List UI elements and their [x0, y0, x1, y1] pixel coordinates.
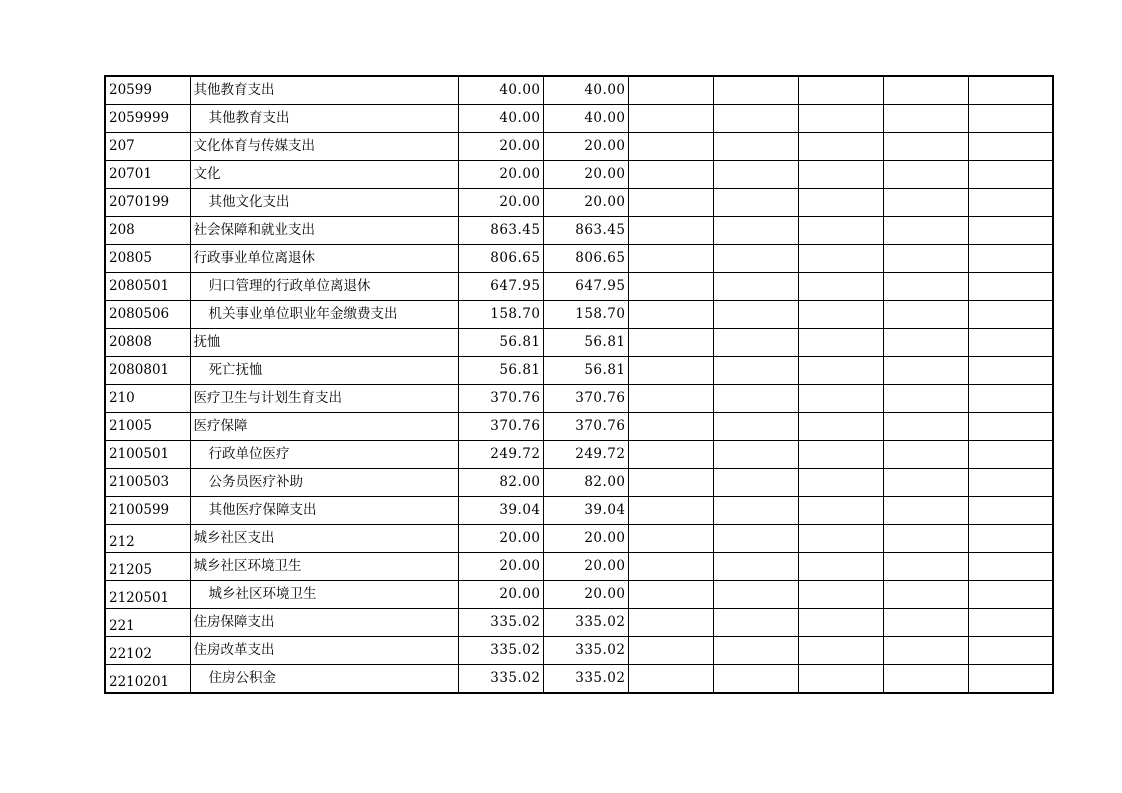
empty-amount-cell [968, 105, 1053, 133]
empty-amount-cell [713, 133, 798, 161]
empty-amount-cell [968, 441, 1053, 469]
subject-code-cell: 2059999 [105, 105, 190, 133]
empty-amount-cell [883, 357, 968, 385]
subject-code-cell: 207 [105, 133, 190, 161]
subject-name-cell: 其他文化支出 [190, 189, 458, 217]
basic-amount-cell: 40.00 [543, 105, 628, 133]
subject-code-cell: 22102 [105, 637, 190, 665]
empty-amount-cell [628, 525, 713, 553]
budget-table-sheet [104, 75, 1054, 691]
empty-amount-cell [628, 217, 713, 245]
empty-amount-cell [883, 133, 968, 161]
subject-name-cell: 社会保障和就业支出 [190, 217, 458, 245]
total-amount-cell: 249.72 [458, 441, 543, 469]
table-row [105, 357, 1053, 385]
total-amount-cell: 82.00 [458, 469, 543, 497]
empty-amount-cell [713, 161, 798, 189]
subject-name-cell: 医疗保障 [190, 413, 458, 441]
empty-amount-cell [968, 357, 1053, 385]
empty-amount-cell [713, 413, 798, 441]
total-amount-cell: 335.02 [458, 665, 543, 694]
empty-amount-cell [713, 357, 798, 385]
subject-code-cell: 21205 [105, 553, 190, 581]
empty-amount-cell [968, 217, 1053, 245]
basic-amount-cell: 335.02 [543, 665, 628, 694]
empty-amount-cell [968, 161, 1053, 189]
empty-amount-cell [968, 581, 1053, 609]
empty-amount-cell [713, 189, 798, 217]
empty-amount-cell [883, 189, 968, 217]
empty-amount-cell [713, 553, 798, 581]
subject-code-cell: 2080506 [105, 301, 190, 329]
empty-amount-cell [628, 357, 713, 385]
subject-name-cell: 住房改革支出 [190, 637, 458, 665]
subject-code-cell: 2100599 [105, 497, 190, 525]
empty-amount-cell [968, 301, 1053, 329]
subject-code-cell: 20701 [105, 161, 190, 189]
table-row [105, 413, 1053, 441]
subject-name-cell: 住房公积金 [190, 665, 458, 694]
basic-amount-cell: 370.76 [543, 385, 628, 413]
basic-amount-cell: 56.81 [543, 357, 628, 385]
subject-code-cell: 212 [105, 525, 190, 553]
total-amount-cell: 20.00 [458, 581, 543, 609]
table-body [105, 76, 1053, 693]
empty-amount-cell [798, 637, 883, 665]
empty-amount-cell [968, 413, 1053, 441]
basic-amount-cell: 370.76 [543, 413, 628, 441]
total-amount-cell: 806.65 [458, 245, 543, 273]
subject-name-cell: 文化体育与传媒支出 [190, 133, 458, 161]
total-amount-cell: 20.00 [458, 189, 543, 217]
subject-name-cell: 其他教育支出 [190, 76, 458, 105]
subject-name-cell: 文化 [190, 161, 458, 189]
subject-name-cell: 其他医疗保障支出 [190, 497, 458, 525]
empty-amount-cell [968, 525, 1053, 553]
subject-code-cell: 2100503 [105, 469, 190, 497]
empty-amount-cell [713, 273, 798, 301]
basic-amount-cell: 20.00 [543, 133, 628, 161]
table-row [105, 665, 1053, 694]
table-row [105, 301, 1053, 329]
table-row [105, 525, 1053, 553]
empty-amount-cell [628, 105, 713, 133]
subject-code-cell: 210 [105, 385, 190, 413]
subject-code-cell: 2210201 [105, 665, 190, 694]
basic-amount-cell: 863.45 [543, 217, 628, 245]
total-amount-cell: 370.76 [458, 385, 543, 413]
empty-amount-cell [968, 469, 1053, 497]
basic-amount-cell: 806.65 [543, 245, 628, 273]
empty-amount-cell [883, 105, 968, 133]
empty-amount-cell [798, 385, 883, 413]
empty-amount-cell [628, 665, 713, 694]
empty-amount-cell [713, 217, 798, 245]
basic-amount-cell: 20.00 [543, 161, 628, 189]
empty-amount-cell [798, 609, 883, 637]
table-row [105, 609, 1053, 637]
empty-amount-cell [798, 76, 883, 105]
total-amount-cell: 40.00 [458, 105, 543, 133]
total-amount-cell: 20.00 [458, 161, 543, 189]
empty-amount-cell [798, 441, 883, 469]
subject-name-cell: 机关事业单位职业年金缴费支出 [190, 301, 458, 329]
basic-amount-cell: 82.00 [543, 469, 628, 497]
subject-code-cell: 221 [105, 609, 190, 637]
empty-amount-cell [883, 76, 968, 105]
subject-name-cell: 医疗卫生与计划生育支出 [190, 385, 458, 413]
subject-name-cell: 死亡抚恤 [190, 357, 458, 385]
table-row [105, 497, 1053, 525]
empty-amount-cell [798, 581, 883, 609]
table-row [105, 76, 1053, 105]
table-row [105, 469, 1053, 497]
total-amount-cell: 20.00 [458, 133, 543, 161]
empty-amount-cell [883, 553, 968, 581]
total-amount-cell: 20.00 [458, 525, 543, 553]
empty-amount-cell [883, 413, 968, 441]
empty-amount-cell [628, 441, 713, 469]
empty-amount-cell [798, 245, 883, 273]
empty-amount-cell [628, 413, 713, 441]
empty-amount-cell [883, 245, 968, 273]
subject-code-cell: 2070199 [105, 189, 190, 217]
subject-name-cell: 抚恤 [190, 329, 458, 357]
empty-amount-cell [883, 665, 968, 694]
subject-name-cell: 城乡社区环境卫生 [190, 553, 458, 581]
empty-amount-cell [628, 301, 713, 329]
total-amount-cell: 335.02 [458, 609, 543, 637]
basic-amount-cell: 249.72 [543, 441, 628, 469]
empty-amount-cell [883, 497, 968, 525]
empty-amount-cell [798, 301, 883, 329]
empty-amount-cell [798, 161, 883, 189]
table-row [105, 189, 1053, 217]
basic-amount-cell: 158.70 [543, 301, 628, 329]
empty-amount-cell [628, 133, 713, 161]
total-amount-cell: 40.00 [458, 76, 543, 105]
basic-amount-cell: 20.00 [543, 525, 628, 553]
empty-amount-cell [628, 189, 713, 217]
empty-amount-cell [883, 441, 968, 469]
table-row [105, 273, 1053, 301]
empty-amount-cell [798, 497, 883, 525]
subject-name-cell: 公务员医疗补助 [190, 469, 458, 497]
empty-amount-cell [628, 76, 713, 105]
basic-amount-cell: 20.00 [543, 581, 628, 609]
empty-amount-cell [713, 609, 798, 637]
empty-amount-cell [798, 329, 883, 357]
empty-amount-cell [713, 441, 798, 469]
empty-amount-cell [713, 665, 798, 694]
empty-amount-cell [968, 553, 1053, 581]
empty-amount-cell [883, 469, 968, 497]
empty-amount-cell [968, 497, 1053, 525]
empty-amount-cell [628, 469, 713, 497]
table-row [105, 161, 1053, 189]
table-row [105, 581, 1053, 609]
empty-amount-cell [968, 133, 1053, 161]
empty-amount-cell [628, 329, 713, 357]
empty-amount-cell [883, 385, 968, 413]
total-amount-cell: 158.70 [458, 301, 543, 329]
empty-amount-cell [968, 189, 1053, 217]
empty-amount-cell [798, 189, 883, 217]
empty-amount-cell [883, 301, 968, 329]
total-amount-cell: 56.81 [458, 357, 543, 385]
empty-amount-cell [713, 469, 798, 497]
empty-amount-cell [798, 273, 883, 301]
basic-amount-cell: 56.81 [543, 329, 628, 357]
table-row [105, 553, 1053, 581]
empty-amount-cell [713, 76, 798, 105]
empty-amount-cell [713, 497, 798, 525]
empty-amount-cell [968, 76, 1053, 105]
basic-amount-cell: 40.00 [543, 76, 628, 105]
empty-amount-cell [628, 161, 713, 189]
empty-amount-cell [628, 553, 713, 581]
empty-amount-cell [798, 413, 883, 441]
empty-amount-cell [713, 329, 798, 357]
empty-amount-cell [968, 665, 1053, 694]
empty-amount-cell [883, 581, 968, 609]
subject-code-cell: 2120501 [105, 581, 190, 609]
empty-amount-cell [883, 329, 968, 357]
basic-amount-cell: 335.02 [543, 609, 628, 637]
basic-amount-cell: 20.00 [543, 189, 628, 217]
total-amount-cell: 370.76 [458, 413, 543, 441]
basic-amount-cell: 20.00 [543, 553, 628, 581]
empty-amount-cell [628, 385, 713, 413]
empty-amount-cell [798, 525, 883, 553]
empty-amount-cell [713, 525, 798, 553]
empty-amount-cell [798, 357, 883, 385]
empty-amount-cell [713, 105, 798, 133]
empty-amount-cell [968, 385, 1053, 413]
total-amount-cell: 335.02 [458, 637, 543, 665]
empty-amount-cell [798, 217, 883, 245]
table-row [105, 217, 1053, 245]
subject-code-cell: 2100501 [105, 441, 190, 469]
subject-name-cell: 行政单位医疗 [190, 441, 458, 469]
empty-amount-cell [628, 637, 713, 665]
empty-amount-cell [883, 525, 968, 553]
subject-code-cell: 208 [105, 217, 190, 245]
subject-code-cell: 21005 [105, 413, 190, 441]
empty-amount-cell [968, 609, 1053, 637]
subject-name-cell: 其他教育支出 [190, 105, 458, 133]
empty-amount-cell [883, 273, 968, 301]
empty-amount-cell [968, 637, 1053, 665]
expenditure-table [104, 75, 1054, 694]
subject-code-cell: 20599 [105, 76, 190, 105]
empty-amount-cell [798, 553, 883, 581]
subject-name-cell: 城乡社区环境卫生 [190, 581, 458, 609]
empty-amount-cell [628, 245, 713, 273]
subject-name-cell: 住房保障支出 [190, 609, 458, 637]
table-row [105, 105, 1053, 133]
empty-amount-cell [883, 609, 968, 637]
empty-amount-cell [628, 581, 713, 609]
subject-code-cell: 2080501 [105, 273, 190, 301]
subject-name-cell: 归口管理的行政单位离退休 [190, 273, 458, 301]
empty-amount-cell [628, 273, 713, 301]
total-amount-cell: 20.00 [458, 553, 543, 581]
basic-amount-cell: 39.04 [543, 497, 628, 525]
table-row [105, 329, 1053, 357]
table-row [105, 441, 1053, 469]
total-amount-cell: 56.81 [458, 329, 543, 357]
total-amount-cell: 647.95 [458, 273, 543, 301]
empty-amount-cell [628, 609, 713, 637]
empty-amount-cell [968, 273, 1053, 301]
empty-amount-cell [968, 245, 1053, 273]
empty-amount-cell [713, 637, 798, 665]
subject-name-cell: 城乡社区支出 [190, 525, 458, 553]
table-row [105, 245, 1053, 273]
total-amount-cell: 863.45 [458, 217, 543, 245]
empty-amount-cell [713, 581, 798, 609]
empty-amount-cell [968, 329, 1053, 357]
empty-amount-cell [883, 217, 968, 245]
empty-amount-cell [883, 637, 968, 665]
table-row [105, 385, 1053, 413]
empty-amount-cell [798, 665, 883, 694]
empty-amount-cell [713, 301, 798, 329]
subject-code-cell: 20808 [105, 329, 190, 357]
basic-amount-cell: 335.02 [543, 637, 628, 665]
empty-amount-cell [713, 245, 798, 273]
empty-amount-cell [713, 385, 798, 413]
empty-amount-cell [798, 133, 883, 161]
empty-amount-cell [798, 469, 883, 497]
empty-amount-cell [883, 161, 968, 189]
subject-code-cell: 2080801 [105, 357, 190, 385]
subject-code-cell: 20805 [105, 245, 190, 273]
table-row [105, 637, 1053, 665]
table-row [105, 133, 1053, 161]
total-amount-cell: 39.04 [458, 497, 543, 525]
empty-amount-cell [628, 497, 713, 525]
subject-name-cell: 行政事业单位离退休 [190, 245, 458, 273]
empty-amount-cell [798, 105, 883, 133]
basic-amount-cell: 647.95 [543, 273, 628, 301]
